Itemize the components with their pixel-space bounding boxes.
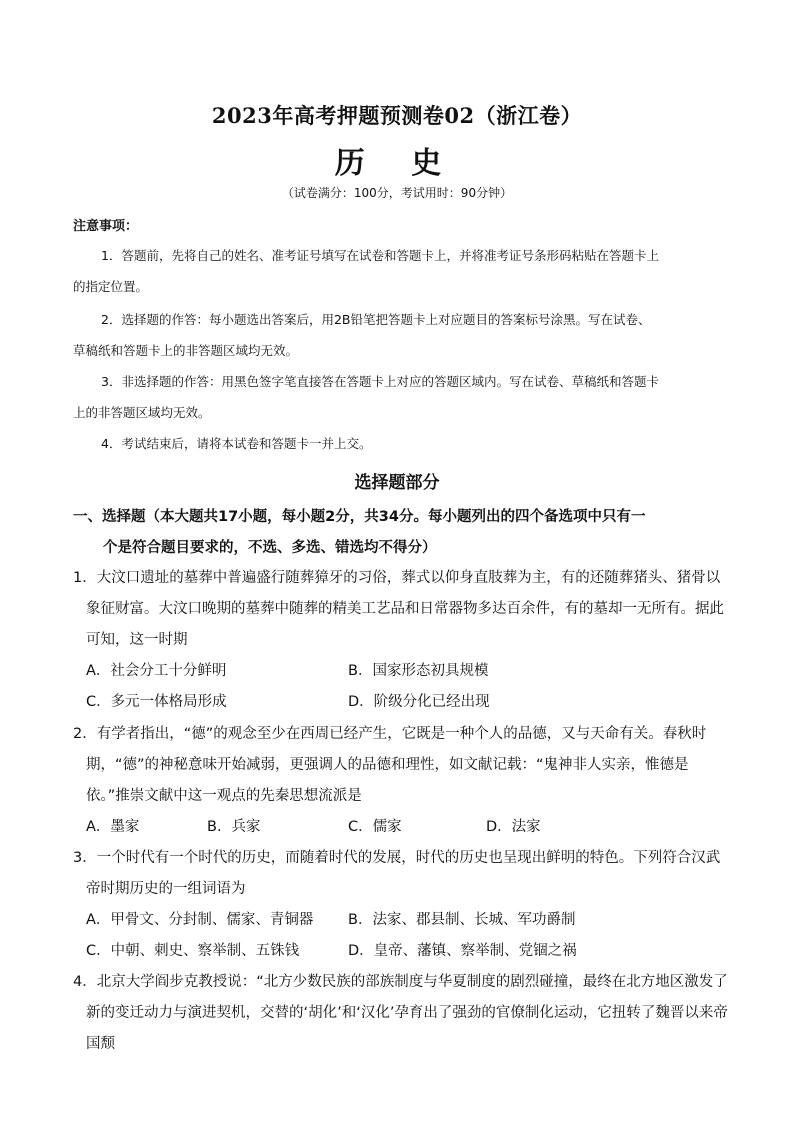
options-row (73, 905, 731, 936)
options-row (73, 687, 731, 718)
notice-text: 的指定位置。 (73, 279, 149, 294)
option-d: D．皇帝、藩镇、察举制、党锢之祸 (348, 943, 577, 959)
option-c: C．儒家 (348, 819, 402, 835)
option-c: C．中朝、刺史、察举制、五铢钱 (86, 943, 300, 959)
option-b: B．兵家 (207, 819, 261, 835)
question-stem: 4．北京大学阎步克教授说：“北方少数民族的部族制度与华夏制度的剧烈碰撞，最终在北方地区激发了新的变迁动力与演进契机，交替的‘胡化’和‘汉化’孕育出了强劲的官僚制化运动，它扭转了魏晋以来帝国颓 (73, 974, 728, 1052)
options-row (73, 936, 731, 967)
question-2 (73, 719, 731, 843)
exam-meta: （试卷满分：100分，考试用时：90分钟） (281, 186, 513, 200)
notice-item (73, 304, 723, 366)
option-a: A．甲骨文、分封制、儒家、青铜器 (86, 912, 314, 928)
option-d: D．阶级分化已经出现 (348, 694, 490, 710)
section-instructions (73, 502, 733, 564)
notice-heading: 注意事项： (73, 219, 139, 234)
question-stem: 3．一个时代有一个时代的历史，而随着时代的发展，时代的历史也呈现出鲜明的特色。下列符合汉武帝时期历史的一组词语为 (73, 850, 721, 897)
notice-text: 上的非答题区域均无效。 (73, 405, 211, 420)
subject-title: 历 史 (334, 146, 460, 181)
section-title: 选择题部分 (354, 473, 440, 493)
option-b: B．国家形态初具规模 (348, 663, 489, 679)
notice-text: 草稿纸和答题卡上的非答题区域均无效。 (73, 343, 299, 358)
option-d: D．法家 (486, 819, 541, 835)
question-1 (73, 563, 731, 718)
option-a: A．社会分工十分鲜明 (86, 663, 227, 679)
notice-item (73, 240, 723, 302)
notice-item (73, 428, 723, 459)
notice-text: 2．选择题的作答：每小题选出答案后，用2B铅笔把答题卡上对应题目的答案标号涂黑。写在试卷、 (101, 312, 651, 327)
notice-text: 1．答题前，先将自己的姓名、准考证号填写在试卷和答题卡上，并将准考证号条形码粘贴在答题卡上 (101, 248, 659, 263)
instructions-line: 个是符合题目要求的，不选、多选、错选均不得分） (103, 540, 437, 556)
notice-text: 4．考试结束后，请将本试卷和答题卡一并上交。 (101, 436, 372, 451)
instructions-line: 一、选择题（本大题共17小题，每小题2分，共34分。每小题列出的四个备选项中只有一 (73, 509, 646, 525)
notice-item (73, 366, 723, 428)
question-stem: 2．有学者指出，“德”的观念至少在西周已经产生，它既是一种个人的品德，又与天命有关。春秋时期，“德”的神秘意味开始减弱，更强调人的品德和理性，如文献记载：“鬼神非人实亲，惟德是依。”推崇文献中这一观点的先秦思想流派是 (73, 726, 707, 804)
notice-text: 3．非选择题的作答：用黑色签字笔直接答在答题卡上对应的答题区域内。写在试卷、草稿纸和答题卡 (101, 374, 659, 389)
options-row (73, 656, 731, 687)
question-stem: 1．大汶口遗址的墓葬中普遍盛行随葬獐牙的习俗，葬式以仰身直肢葬为主，有的还随葬猪头、猪骨以象征财富。大汶口晚期的墓葬中随葬的精美工艺品和日常器物多达百余件，有的墓却一无所有。据此可知，这一时期 (73, 570, 724, 648)
option-c: C．多元一体格局形成 (86, 694, 227, 710)
option-b: B．法家、郡县制、长城、军功爵制 (348, 912, 576, 928)
exam-title: 2023年高考押题预测卷02（浙江卷） (211, 103, 583, 128)
option-a: A．墨家 (86, 819, 140, 835)
question-3 (73, 843, 731, 967)
question-4 (73, 967, 731, 1060)
options-row (73, 812, 731, 843)
